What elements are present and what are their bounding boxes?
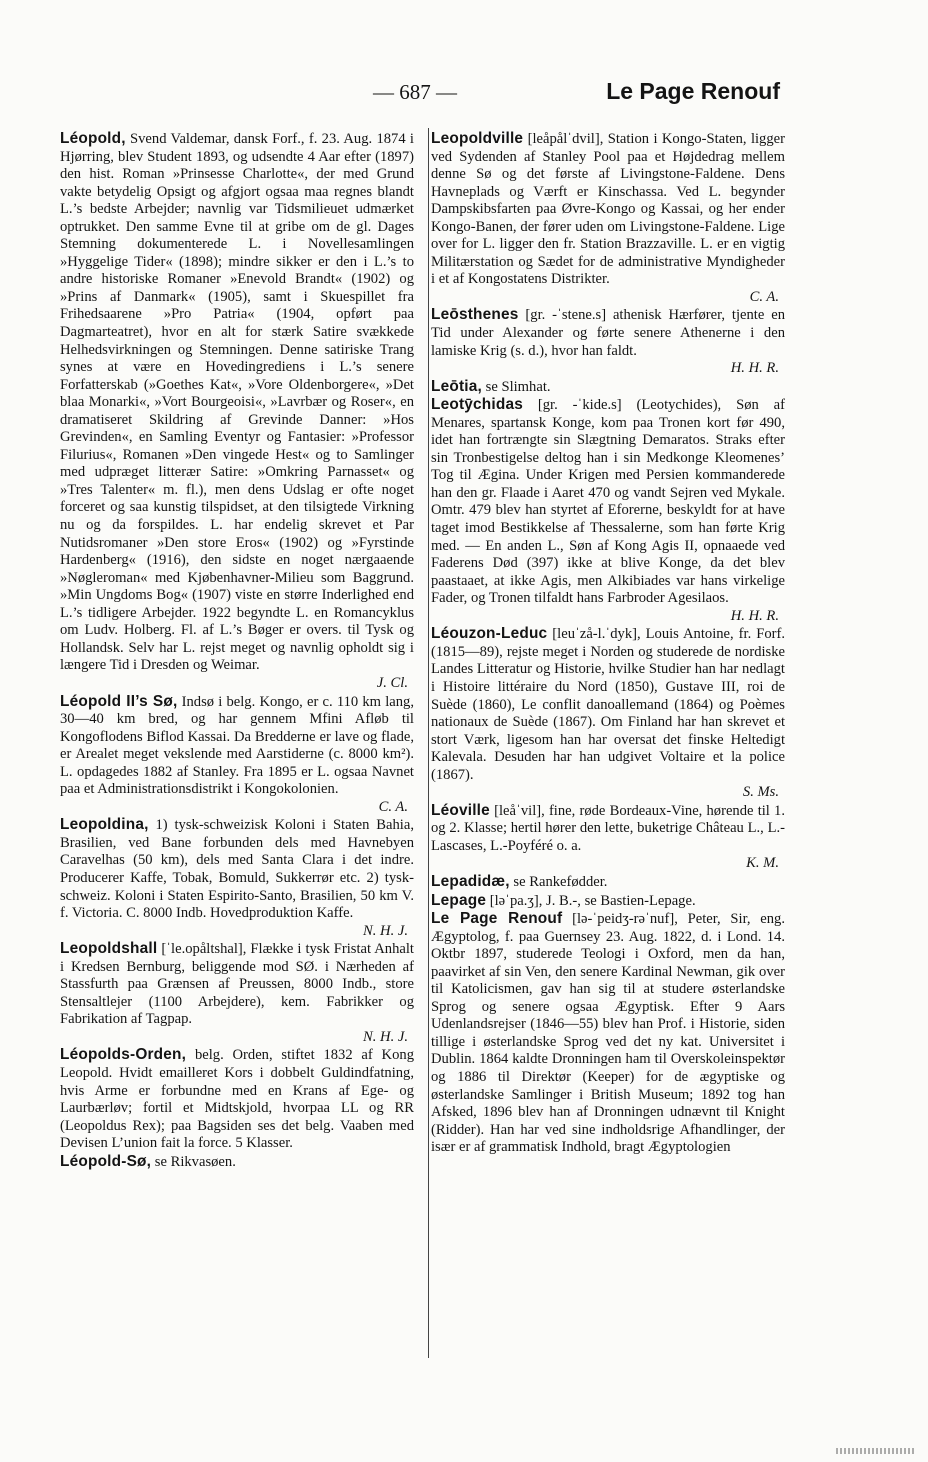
entry-leosthenes (431, 306, 785, 377)
signature: N. H. J. (363, 1028, 408, 1045)
entry-leopoldshall (60, 940, 414, 1046)
headword: Le Page Renouf (431, 910, 563, 928)
headword: Léoville (431, 801, 490, 819)
headword: Leotȳchidas (431, 396, 524, 414)
headword: Leōtia, (431, 377, 482, 395)
entry-text: [leåpålˈdvil], Station i Kongo-Staten, ligger ved Sydenden af Stanley Pool paa et Højdedrag mellem denne Sø og det første af Livingstone-Faldene. Dens Havneplads og Værft er Kinschassa. Ved L. begynder Dampskibsfarten paa Øvre-Kongo og Kassai, og her ender Kongo-Banen, der fører uden om Livingstone-Faldene. Lige over for L. ligger den fr. Station Brazzaville. L. er en vigtig Militærstation og Sædet for de administrative Myndigheder i et af Kongostatens Distrikter. (431, 131, 785, 288)
headword: Léopold, (60, 130, 126, 147)
entry-text: [leåˈvil], fine, røde Bordeaux-Vine, hørende til 1. og 2. Klasse; hertil hører den lette, buketrige Château L., L.-Lascases, L.-Poyféré o. a. (431, 802, 785, 854)
headword: Leopoldina, (60, 816, 149, 834)
entry-text: belg. Orden, stiftet 1832 af Kong Leopold. Hvidt emailleret Kors i dobbelt Guldindfatning, hvis Arme er forbundne med en Krans af Ege- og Laurbærløv; fortil et Midtskjold, hvorpaa LL og RR (Leopoldus Rex); paa Bagsiden ses det belg. Vaaben med Devisen L’union fait la force. 5 Klasser. (60, 1047, 414, 1152)
entry-text: se Slimhat. (485, 378, 551, 395)
entry-text: [gr. -ˈstene.s] athenisk Hærfører, tjente en Tid under Alexander og førte senere Athenerne i den lamiske Krig (s. d.), hvor han faldt. (431, 307, 785, 359)
headword: Léopolds-Orden, (60, 1046, 187, 1064)
headword: Lepage (431, 891, 487, 909)
signature: N. H. J. (363, 922, 408, 939)
entry-text: Svend Valdemar, dansk Forf., f. 23. Aug. 1874 i Hjørring, blev Student 1893, og udsendte 4 Aar efter (1897) den hist. Roman »Prinsesse Charlotte«, der med Grund vakte betydelig Opsigt og afgjort ogsaa maa regnes blandt L.’s bedste Arbejder; navnlig var Tidsmilieuet udmærket optrukket. Den samme Evne til at gribe om de gl. Dages Stemning dokumenterede L. i Novellesamlingen »Hyggelige Tider« (1898); mindre sikker er den i L.’s to andre historiske Romaner »Enevold Brandt« (1902) og »Prins af Danmark« (1905), samt i Skuespillet fra Frihedsaarene »Pro Patria« (1904, opført paa Dagmarteatret), hvor en alt for stærk Satire svækkede Helhedsvirkningen og Stemningen. Denne satiriske Trang synes at være en Hovedingrediens i L.’s senere Forfatterskab (»Goethes Kat«, »Vore Oldenborgere«, »Det blaa Monarki«, »Vort Bourgeoisi«, »Lavrbær og Roser«, en dramatiseret Skildring af Grevinde Danner: »Hos Grevinden«, en Samling Eventyr og Fantasier: »Professor Filurius«, Romanen »Den vingede Hest« og to Samlinger med udpræget litterær Satire: »Omkring Parnasset« og »Tres Talenter« m. fl.), men dens Udslag er ofte noget forceret og saa kunstig tilspidset, at den tilsigtede Virkning nu og da forspildes. L. har endelig skrevet et Par Nutidsromaner »Den store Eros« (1902) og »Fyrstinde Hardenberg« (1916), den sidste en noget nærgaaende »Nøgleroman« med Kjøbenhavner-Milieu som Baggrund. »Min Ungdoms Bog« (1907) viste en større Inderlighed end L.’s tidligere Arbejder. 1922 begyndte L. en Romancyklus om Ludv. Holberg. Fl. af L.’s Bøger er overs. til Tysk og Hollandsk. Selv har L. rejst meget og navnlig opholdt sig i længere Tid i Dresden og Weimar. (60, 131, 414, 674)
signature: C. A. (378, 798, 408, 815)
column-divider (428, 128, 429, 1358)
left-column (60, 130, 414, 1171)
entry-leotychidas (431, 396, 785, 625)
entry-leotia (431, 378, 785, 397)
headword: Léouzon-Leduc (431, 625, 548, 643)
signature: J. Cl. (376, 674, 408, 691)
scan-artifact (836, 1448, 914, 1454)
right-column (431, 130, 785, 1157)
headword: Leōsthenes (431, 306, 519, 324)
entry-lepage (431, 892, 785, 911)
entry-text: [ləˈpa.ʒ], J. B.-, se Bastien-Lepage. (489, 892, 696, 909)
entry-leopoldina (60, 816, 414, 940)
entry-text: 1) tysk-schweizisk Koloni i Staten Bahia, Brasilien, ved Bane forbunden dels med Havnebyen Caravelhas (50 km), dels med Santa Clara i det indre. Producerer Kaffe, Tobak, Bomuld, Sukkerrør etc. 2) tysk-schweiz. Koloni i Staten Espirito-Santo, Brasilien, 50 km V. f. Victoria. C. 8000 Indb. Hovedproduktion Kaffe. (60, 817, 414, 922)
entry-leopold-ii-so (60, 693, 414, 817)
entry-leopoldville (431, 130, 785, 306)
entry-text: [gr. -ˈkide.s] (Leotychides), Søn af Menares, spartansk Konge, kom paa Tronen kort før 490, idet han fortrængte sin Slægtning Demaratos. Straks efter sin Tronbestigelse deltog han i sin Medkonge Kleomenes’ Tog til Ægina. Under Krigen med Persien kommanderede han den gr. Flaade i Aaret 470 og vandt Sejren ved Mykale. Omtr. 479 blev han styrtet af Eforerne, beskyldt for at have taget imod Bestikkelse af Thessalerne, som han førte Krig med. — En anden L., Søn af Kong Agis II, opnaaede ved Faderens Død (397) ikke at blive Konge, da det blev paastaaet, at ikke Agis, men Alkibiades var hans virkelige Fader, og Tronen tilfaldt hans Farbroder Agesilaos. (431, 397, 785, 607)
running-title: Le Page Renouf (606, 78, 780, 104)
signature: C. A. (749, 288, 779, 305)
entry-leopold-so (60, 1153, 414, 1172)
entry-leopolds-orden (60, 1046, 414, 1152)
entry-text: [leuˈzå-l.ˈdyk], Louis Antoine, fr. Forf. (1815—89), rejste meget i Norden og studerede de nordiske Landes Litteratur og Historie, hvilke Studier han har nedlagt i Histoire littéraire du Nord (1850), Gustave III, roi de Suède (1860), Le conflit danoallemand (1864) og Poèmes nationaux de Suède (1867). Om Finland har han skrevet et stort Værk, ligesom han har oversat det finske Heltedigt Kalevala. Desuden har han udgivet Voltaire et la police (1867). (431, 626, 785, 783)
entry-text: se Rikvasøen. (154, 1153, 236, 1170)
headword: Léopold-Sø, (60, 1152, 152, 1170)
entry-leouzon-leduc (431, 625, 785, 801)
headword: Léopold II’s Sø, (60, 692, 178, 710)
entry-text: [ˈle.opåltshal], Flække i tysk Fristat Anhalt i Kredsen Bernburg, beliggende mod SØ. i Nærheden af Stassfurth paa Grænsen af Preussen, 8000 Indb., store Stensaltlejer (1100 Arbejdere), kem. Fabrikker og Fabrikation af Tagpap. (60, 941, 414, 1028)
headword: Lepadidæ, (431, 872, 510, 890)
signature: S. Ms. (742, 784, 779, 801)
entry-leoville (431, 802, 785, 873)
signature: H. H. R. (730, 607, 779, 624)
entry-lepadidae (431, 873, 785, 892)
entry-text: [lə-ˈpeidʒ-rəˈnuf], Peter, Sir, eng. Ægyptolog, f. paa Guernsey 23. Aug. 1822, d. i Lond. 14. Oktbr 1897, studerede Teologi i Oxford, men da han, paavirket af sin Ven, den senere Kardinal Newman, gik over til Katolicismen, gav han sig til at studere østerlandske Sprog og senere ogsaa Ægyptisk. Efter 9 Aars Udenlandsrejser (1846—55) blev han Prof. i Historie, siden tillige i østerlandske Sprog ved det ny kat. Universitet i Dublin. 1864 kaldte Dronningen ham til Overskoleinspektør og 1886 til Direktør (Keeper) for de ægyptiske og østerlandske Samlinger i British Museum; 1892 tog han Afsked, 1896 blev han af Dronningen udnævnt til Knight (Ridder). Han har ved sine indholdsrige Afhandlinger, der især er af grammatisk Indhold, bragt Ægyptologien (431, 911, 785, 1156)
page-header (56, 78, 780, 108)
headword: Leopoldshall (60, 940, 158, 958)
entry-le-page-renouf (431, 910, 785, 1157)
signature: H. H. R. (730, 360, 779, 377)
entry-leopold (60, 130, 414, 693)
entry-text: Indsø i belg. Kongo, er c. 110 km lang, 30—40 km bred, og har gennem Mfini Afløb til Kongoflodens Biflod Kassai. Da Bredderne er lave og flade, er Arealet meget vekslende med Aarstiderne (c. 8000 km²). L. opdagedes 1882 af Stanley. Fra 1895 er L. ogsaa Navnet paa et Administrationsdistrikt i Kongokolonien. (60, 693, 414, 798)
entry-text: se Rankefødder. (513, 873, 608, 890)
page-number: — 687 — (373, 80, 457, 104)
headword: Leopoldville (431, 130, 524, 147)
signature: K. M. (746, 855, 779, 872)
